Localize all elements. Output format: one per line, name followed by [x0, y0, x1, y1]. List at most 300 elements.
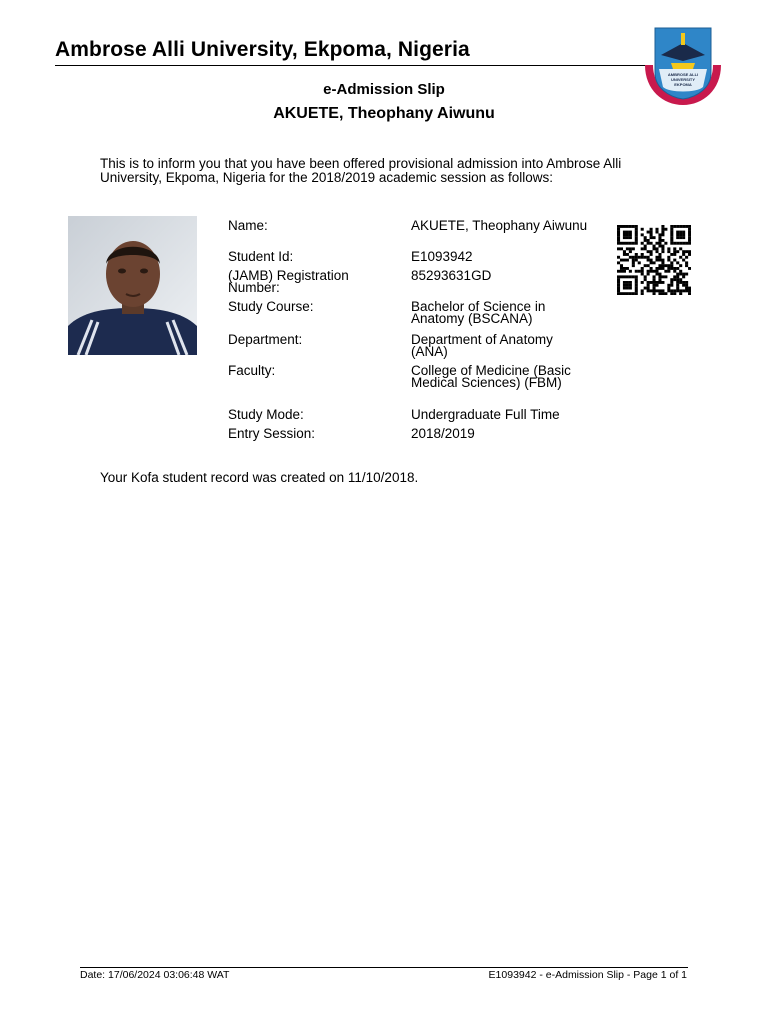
qr-module — [679, 233, 682, 236]
qr-module — [617, 228, 620, 231]
qr-module — [688, 242, 691, 245]
qr-module — [617, 256, 620, 259]
qr-module — [679, 247, 682, 250]
qr-module — [626, 236, 629, 239]
qr-module — [673, 267, 676, 270]
qr-module — [676, 261, 679, 264]
qr-module — [658, 267, 661, 270]
label-department: Department: — [228, 332, 303, 347]
qr-module — [670, 242, 673, 245]
qr-module — [688, 239, 691, 242]
qr-module — [664, 264, 667, 267]
qr-module — [664, 242, 667, 245]
qr-module — [623, 233, 626, 236]
qr-module — [635, 275, 638, 278]
qr-module — [679, 292, 682, 295]
qr-module — [641, 281, 644, 284]
qr-module — [658, 242, 661, 245]
qr-module — [617, 292, 620, 295]
qr-module — [620, 225, 623, 228]
qr-module — [673, 259, 676, 262]
qr-module — [658, 233, 661, 236]
qr-module — [688, 228, 691, 231]
qr-module — [647, 242, 650, 245]
qr-module — [661, 247, 664, 250]
qr-module — [653, 289, 656, 292]
value-student-id: E1093942 — [411, 249, 473, 264]
qr-module — [647, 273, 650, 276]
qr-module — [658, 245, 661, 248]
qr-module — [661, 275, 664, 278]
qr-module — [650, 250, 653, 253]
qr-module — [647, 270, 650, 273]
qr-module — [658, 256, 661, 259]
qr-module — [664, 270, 667, 273]
value-entry-session: 2018/2019 — [411, 426, 475, 441]
qr-module — [655, 242, 658, 245]
qr-module — [682, 225, 685, 228]
qr-module — [617, 242, 620, 245]
qr-module — [661, 259, 664, 262]
qr-module — [685, 250, 688, 253]
qr-module — [685, 225, 688, 228]
qr-module — [650, 259, 653, 262]
qr-module — [676, 267, 679, 270]
qr-module — [658, 253, 661, 256]
qr-module — [635, 231, 638, 234]
qr-module — [670, 292, 673, 295]
qr-module — [647, 231, 650, 234]
qr-module — [682, 275, 685, 278]
slip-title: e-Admission Slip — [323, 81, 445, 98]
qr-module — [653, 275, 656, 278]
qr-module — [670, 231, 673, 234]
qr-module — [682, 284, 685, 287]
qr-module — [635, 233, 638, 236]
qr-module — [661, 261, 664, 264]
qr-module — [653, 287, 656, 290]
qr-module — [635, 281, 638, 284]
qr-module — [629, 247, 632, 250]
qr-module — [676, 242, 679, 245]
qr-module — [623, 270, 626, 273]
qr-module — [658, 275, 661, 278]
qr-module — [655, 273, 658, 276]
qr-module — [682, 250, 685, 253]
qr-module — [650, 281, 653, 284]
qr-module — [688, 267, 691, 270]
qr-module — [635, 239, 638, 242]
qr-module — [667, 247, 670, 250]
qr-module — [647, 289, 650, 292]
qr-module — [661, 264, 664, 267]
qr-module — [670, 236, 673, 239]
qr-module — [623, 231, 626, 234]
qr-module — [661, 289, 664, 292]
qr-module — [655, 281, 658, 284]
qr-module — [676, 287, 679, 290]
qr-module — [688, 289, 691, 292]
qr-module — [655, 284, 658, 287]
qr-module — [638, 270, 641, 273]
qr-module — [685, 264, 688, 267]
qr-module — [679, 273, 682, 276]
qr-module — [617, 261, 620, 264]
qr-module — [620, 247, 623, 250]
qr-module — [688, 225, 691, 228]
university-title: Ambrose Alli University, Ekpoma, Nigeria — [55, 38, 470, 61]
qr-module — [685, 289, 688, 292]
qr-module — [658, 264, 661, 267]
qr-module — [623, 281, 626, 284]
qr-module — [685, 284, 688, 287]
value-name: AKUETE, Theophany Aiwunu — [411, 218, 588, 233]
qr-module — [667, 270, 670, 273]
qr-module — [632, 259, 635, 262]
label-faculty: Faculty: — [228, 363, 276, 378]
footer-page-info: E1093942 - e-Admission Slip - Page 1 of 1 — [488, 969, 687, 981]
qr-module — [626, 231, 629, 234]
qr-module — [620, 242, 623, 245]
qr-module — [688, 250, 691, 253]
qr-module — [661, 245, 664, 248]
title-divider — [55, 65, 645, 66]
qr-module — [632, 256, 635, 259]
qr-module — [655, 250, 658, 253]
qr-module — [658, 278, 661, 281]
qr-module — [632, 247, 635, 250]
qr-module — [685, 261, 688, 264]
qr-module — [661, 281, 664, 284]
qr-module — [670, 253, 673, 256]
qr-module — [620, 270, 623, 273]
label-study-course: Study Course: — [228, 299, 314, 314]
qr-module — [667, 284, 670, 287]
qr-module — [650, 236, 653, 239]
qr-module — [620, 275, 623, 278]
qr-module — [653, 292, 656, 295]
qr-module — [635, 270, 638, 273]
qr-module — [655, 289, 658, 292]
qr-module — [658, 236, 661, 239]
qr-module — [673, 253, 676, 256]
qr-module — [676, 289, 679, 292]
qr-module — [644, 278, 647, 281]
qr-module — [653, 236, 656, 239]
qr-module — [679, 278, 682, 281]
qr-module — [655, 256, 658, 259]
qr-module — [626, 233, 629, 236]
qr-module — [623, 284, 626, 287]
qr-module — [655, 259, 658, 262]
qr-module — [650, 233, 653, 236]
qr-module — [664, 228, 667, 231]
qr-module — [617, 287, 620, 290]
qr-module — [623, 287, 626, 290]
qr-module — [629, 225, 632, 228]
logo-text-bottom: EKPOMA — [674, 82, 692, 87]
qr-module — [670, 261, 673, 264]
qr-module — [658, 281, 661, 284]
qr-module — [623, 253, 626, 256]
qr-module — [629, 231, 632, 234]
qr-module — [617, 289, 620, 292]
qr-module — [629, 236, 632, 239]
qr-module — [626, 281, 629, 284]
qr-module — [635, 292, 638, 295]
qr-module — [658, 259, 661, 262]
qr-module — [644, 275, 647, 278]
record-created-note: Your Kofa student record was created on 11/10/2018. — [100, 470, 419, 485]
qr-module — [664, 292, 667, 295]
qr-module — [647, 259, 650, 262]
qr-module — [641, 292, 644, 295]
qr-module — [661, 228, 664, 231]
qr-module — [685, 287, 688, 290]
qr-module — [626, 225, 629, 228]
qr-module — [626, 259, 629, 262]
qr-module — [673, 275, 676, 278]
student-photo — [68, 216, 197, 355]
qr-module — [641, 233, 644, 236]
qr-module — [635, 242, 638, 245]
qr-module — [623, 250, 626, 253]
qr-module — [632, 242, 635, 245]
qr-module — [679, 264, 682, 267]
qr-module — [623, 242, 626, 245]
qr-module — [641, 256, 644, 259]
qr-module — [620, 292, 623, 295]
qr-module — [685, 242, 688, 245]
qr-module — [650, 289, 653, 292]
qr-module — [679, 281, 682, 284]
qr-module — [673, 292, 676, 295]
qr-module — [682, 236, 685, 239]
qr-module — [647, 239, 650, 242]
qr-module — [673, 242, 676, 245]
qr-module — [685, 256, 688, 259]
qr-module — [670, 264, 673, 267]
qr-module — [617, 284, 620, 287]
logo-text-mid: UNIVERSITY — [670, 77, 696, 82]
qr-module — [667, 256, 670, 259]
qr-module — [650, 231, 653, 234]
qr-module — [617, 275, 620, 278]
qr-module — [667, 264, 670, 267]
qr-module — [641, 247, 644, 250]
qr-module — [667, 250, 670, 253]
qr-module — [635, 259, 638, 262]
label-jamb-number: (JAMB) Registration Number: — [228, 268, 349, 295]
qr-module — [682, 289, 685, 292]
qr-module — [653, 261, 656, 264]
qr-module — [650, 270, 653, 273]
label-study-mode: Study Mode: — [228, 407, 304, 422]
qr-module — [650, 242, 653, 245]
qr-module — [682, 281, 685, 284]
qr-module — [673, 278, 676, 281]
qr-module — [632, 292, 635, 295]
qr-module — [676, 278, 679, 281]
qr-module — [623, 236, 626, 239]
qr-module — [629, 281, 632, 284]
qr-module — [644, 245, 647, 248]
qr-module — [653, 270, 656, 273]
qr-module — [629, 256, 632, 259]
qr-module — [667, 267, 670, 270]
qr-module — [635, 228, 638, 231]
qr-module — [638, 261, 641, 264]
qr-module — [664, 275, 667, 278]
qr-module — [617, 236, 620, 239]
qr-module — [644, 264, 647, 267]
qr-module — [682, 231, 685, 234]
value-study-course: Bachelor of Science in Anatomy (BSCANA) — [411, 299, 546, 326]
qr-module — [635, 256, 638, 259]
qr-module — [644, 247, 647, 250]
footer-date: Date: 17/06/2024 03:06:48 WAT — [80, 969, 230, 981]
qr-module — [629, 292, 632, 295]
qr-module — [658, 239, 661, 242]
qr-module — [641, 270, 644, 273]
qr-module — [679, 270, 682, 273]
qr-module — [647, 250, 650, 253]
qr-module — [629, 284, 632, 287]
qr-module — [617, 233, 620, 236]
qr-module — [644, 287, 647, 290]
qr-module — [655, 270, 658, 273]
label-name: Name: — [228, 218, 268, 233]
qr-module — [617, 247, 620, 250]
qr-module — [676, 231, 679, 234]
qr-module — [688, 253, 691, 256]
qr-module — [620, 264, 623, 267]
qr-module — [647, 264, 650, 267]
qr-module — [626, 267, 629, 270]
qr-module — [685, 281, 688, 284]
qr-module — [682, 259, 685, 262]
qr-module — [626, 242, 629, 245]
qr-module — [670, 228, 673, 231]
qr-module — [635, 278, 638, 281]
qr-module — [623, 267, 626, 270]
qr-module — [632, 264, 635, 267]
qr-module — [635, 236, 638, 239]
qr-module — [623, 225, 626, 228]
qr-module — [647, 281, 650, 284]
qr-module — [676, 275, 679, 278]
qr-module — [647, 284, 650, 287]
qr-module — [676, 236, 679, 239]
qr-module — [632, 225, 635, 228]
qr-module — [661, 267, 664, 270]
qr-module — [673, 225, 676, 228]
qr-module — [676, 225, 679, 228]
label-student-id: Student Id: — [228, 249, 294, 264]
qr-module — [617, 231, 620, 234]
qr-module — [661, 231, 664, 234]
value-study-mode: Undergraduate Full Time — [411, 407, 560, 422]
qr-module — [635, 225, 638, 228]
qr-module — [667, 289, 670, 292]
intro-paragraph: This is to inform you that you have been offered provisional admission into Ambrose Alli University, Ekpoma, Nigeria for the 2018/2019 academic session as follows: — [100, 156, 622, 185]
qr-module — [655, 267, 658, 270]
qr-module — [676, 233, 679, 236]
qr-module — [658, 273, 661, 276]
qr-module — [617, 239, 620, 242]
qr-module — [629, 270, 632, 273]
qr-module — [661, 233, 664, 236]
qr-module — [688, 236, 691, 239]
qr-module — [679, 242, 682, 245]
value-faculty: College of Medicine (Basic Medical Sciences) (FBM) — [411, 363, 571, 390]
qr-module — [673, 250, 676, 253]
qr-module — [626, 253, 629, 256]
qr-module — [623, 275, 626, 278]
qr-module — [670, 284, 673, 287]
qr-module — [653, 247, 656, 250]
qr-module — [632, 275, 635, 278]
footer-divider — [80, 967, 688, 968]
qr-module — [617, 278, 620, 281]
qr-module — [655, 247, 658, 250]
qr-module — [623, 292, 626, 295]
qr-module — [617, 281, 620, 284]
qr-module — [623, 259, 626, 262]
qr-module — [679, 231, 682, 234]
qr-module — [670, 281, 673, 284]
qr-module — [638, 256, 641, 259]
qr-module — [670, 278, 673, 281]
qr-module — [673, 270, 676, 273]
qr-module — [667, 287, 670, 290]
qr-module — [635, 289, 638, 292]
qr-module — [650, 253, 653, 256]
student-name-heading: AKUETE, Theophany Aiwunu — [273, 105, 495, 122]
qr-module — [626, 292, 629, 295]
qr-module — [679, 256, 682, 259]
qr-module — [626, 284, 629, 287]
logo-text-top: AMBROSE ALLI — [667, 72, 699, 77]
qr-module — [676, 273, 679, 276]
value-department: Department of Anatomy (ANA) — [411, 332, 553, 359]
qr-module — [653, 245, 656, 248]
qr-module — [670, 233, 673, 236]
qr-module — [673, 247, 676, 250]
qr-module — [670, 239, 673, 242]
qr-module — [655, 231, 658, 234]
qr-module — [670, 289, 673, 292]
qr-module — [688, 231, 691, 234]
qr-module — [688, 233, 691, 236]
qr-module — [658, 289, 661, 292]
qr-module — [676, 284, 679, 287]
qr-module — [650, 267, 653, 270]
qr-module — [653, 278, 656, 281]
qr-module — [641, 228, 644, 231]
qr-module — [688, 292, 691, 295]
qr-module — [661, 292, 664, 295]
label-entry-session: Entry Session: — [228, 426, 316, 441]
qr-module — [673, 289, 676, 292]
qr-module — [679, 225, 682, 228]
qr-module — [635, 284, 638, 287]
qr-module — [661, 239, 664, 242]
qr-module — [629, 242, 632, 245]
qr-module — [632, 261, 635, 264]
qr-module — [682, 253, 685, 256]
qr-module — [650, 228, 653, 231]
